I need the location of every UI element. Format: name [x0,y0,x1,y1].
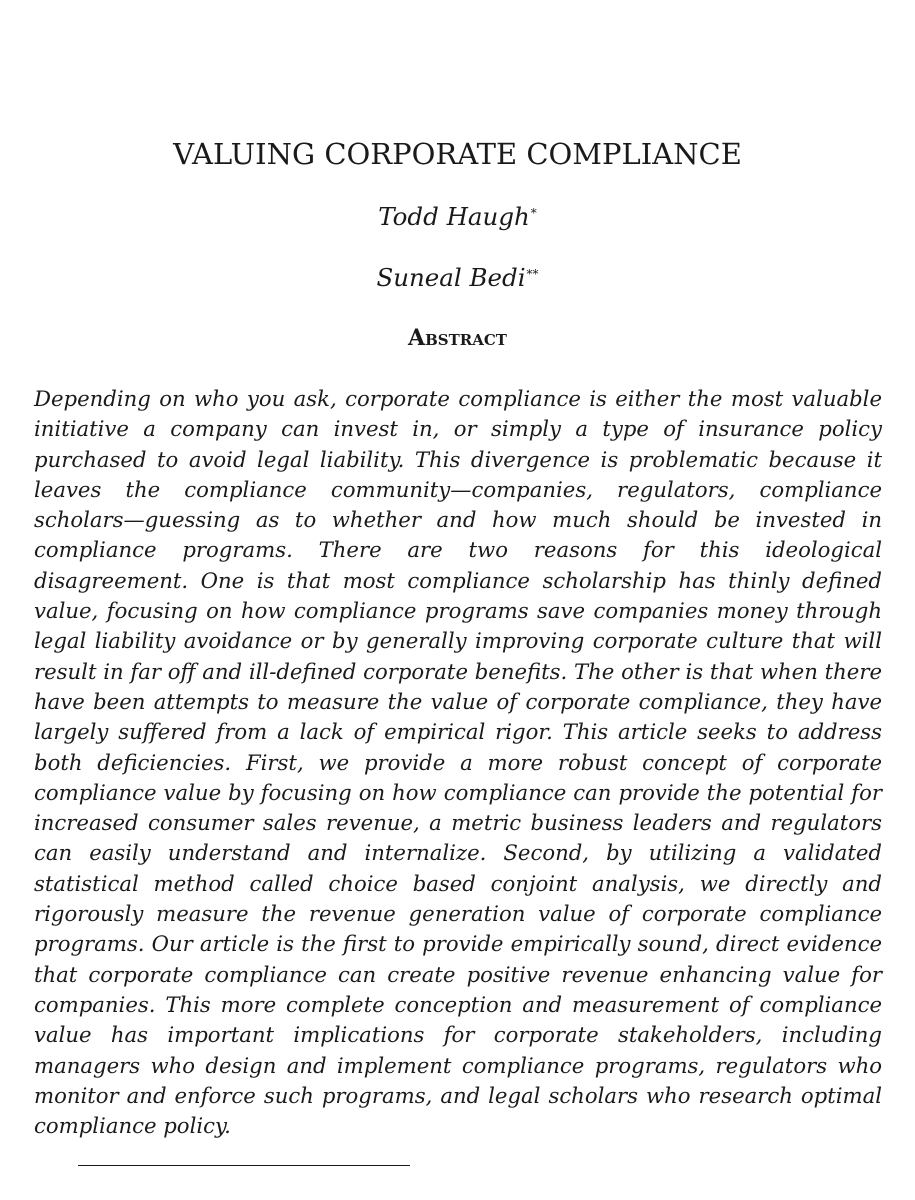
author-footnote-mark-1: * [530,206,537,220]
author-footnote-mark-2: ** [526,267,539,281]
footnote-separator [78,1165,410,1166]
abstract-heading: Abstract [408,325,507,351]
author-line-2 [0,262,915,294]
paper-title: VALUING CORPORATE COMPLIANCE [173,137,742,171]
author-line-1 [0,201,915,233]
abstract-text: Depending on who you ask, corporate compliance is either the most valuable initiative a company can invest in, or simply a type of insurance policy purchased to avoid legal liability. This divergence is problematic because it leaves the compliance community—companies, regulators, compliance scholars—guessing as to whether and how much should be invested in compliance programs. There are two reasons for this ideological disagreement. One is that most compliance scholarship has thinly defined value, focusing on how compliance programs save companies money through legal liability avoidance or by generally improving corporate culture that will result in far off and ill-defined corporate benefits. The other is that when there have been attempts to measure the value of corporate compliance, they have largely suffered from a lack of empirical rigor. This article seeks to address both deficiencies. First, we provide a more robust concept of corporate compliance value by focusing on how compliance can provide the potential for increased consumer sales revenue, a metric business leaders and regulators can easily understand and internalize. Second, by utilizing a validated statistical method called choice based conjoint analysis, we directly and rigorously measure the revenue generation value of corporate compliance programs. Our article is the first to provide empirically sound, direct evidence that corporate compliance can create positive revenue enhancing value for companies. This more complete conception and measurement of compliance value has important implications for corporate stakeholders, including managers who design and implement compliance programs, regulators who monitor and enforce such programs, and legal scholars who research optimal compliance policy. [34,386,882,1139]
author-name-2: Suneal Bedi [376,263,526,292]
author-name-1: Todd Haugh [378,202,530,231]
